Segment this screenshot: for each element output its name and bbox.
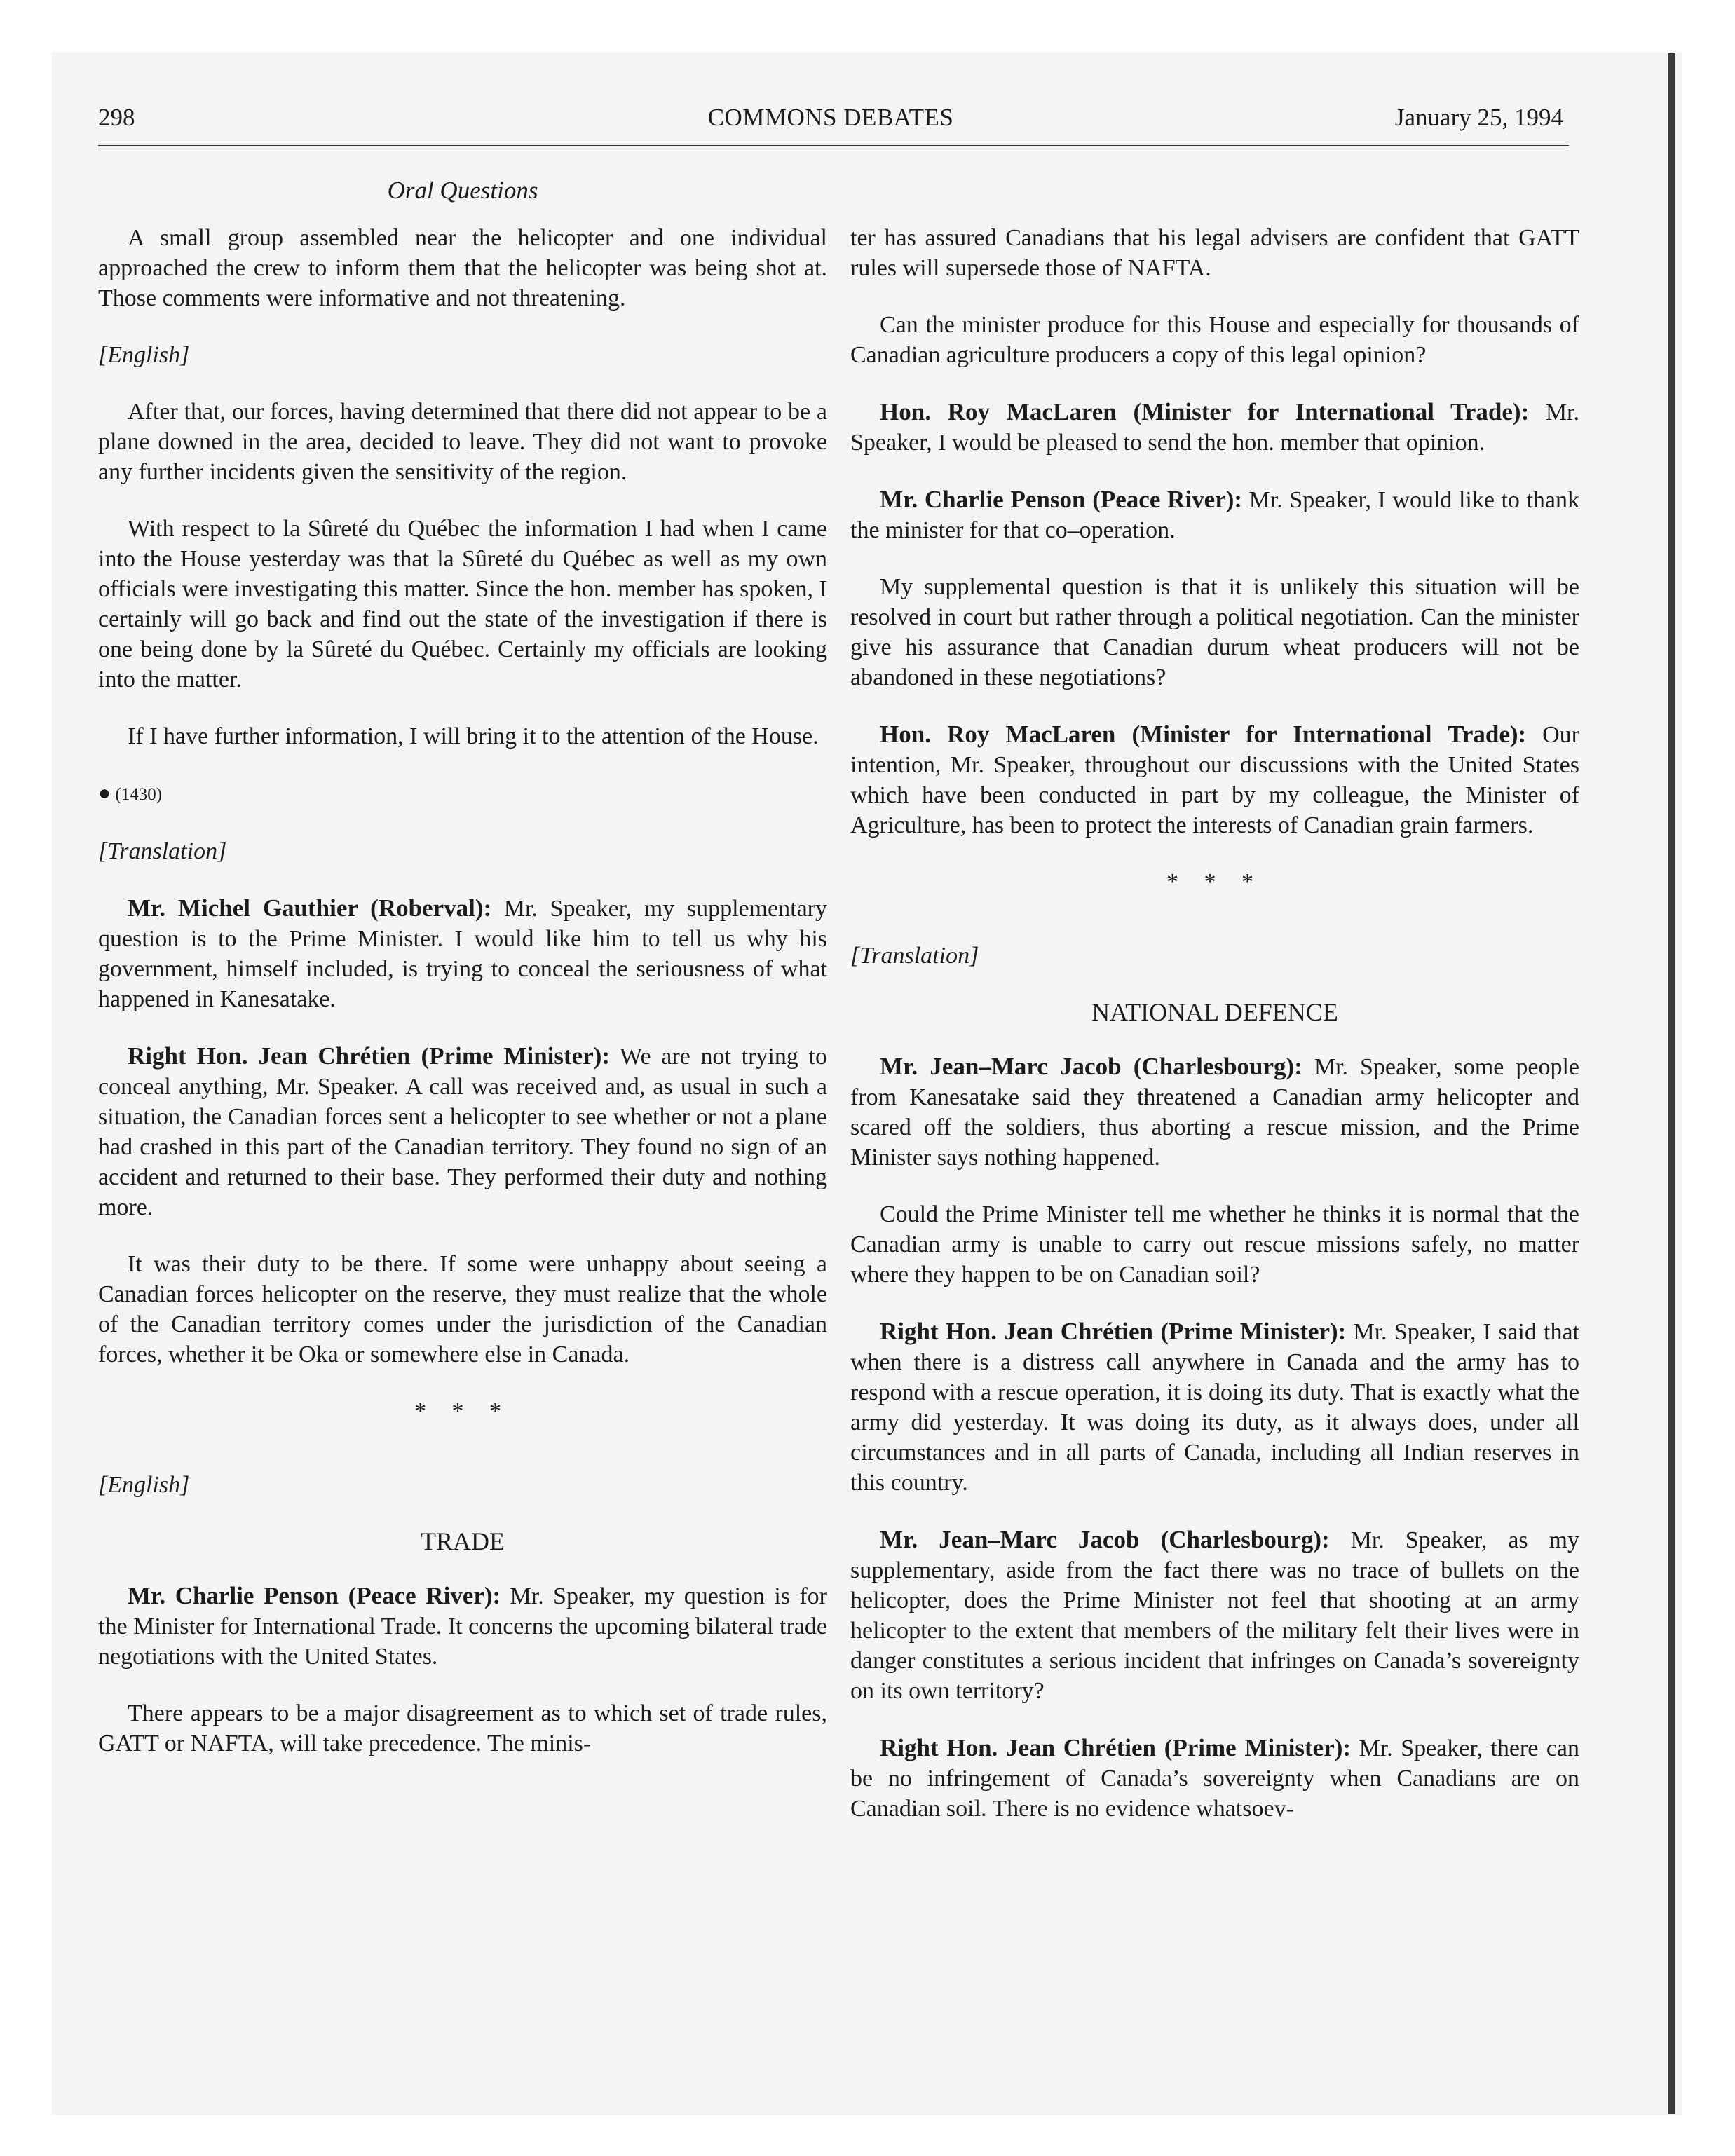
paragraph: With respect to la Sûreté du Québec the information I had when I came into the House yesterday was that la Sûreté du Québec as well as my own officials were investigating this matter. Since the hon. member has spoken, I certainly will go back and find out the state of the investigation if there is one being done by la Sûreté du Québec. Certainly my officials are looking into the matter. [98, 516, 827, 692]
section-heading: NATIONAL DEFENCE [1091, 998, 1338, 1026]
section-separator: * * * [414, 1398, 511, 1424]
paragraph: After that, our forces, having determined that there did not appear to be a plane downed in the area, decided to leave. They did not want to provoke any further incidents given the sensitivity of the region. [98, 399, 827, 485]
paragraph: My supplemental question is that it is unlikely this situation will be resolved in court but rather through a political negotiation. Can the minister give his assurance that Canadian durum wheat producers will not be abandoned in these negotiations? [850, 574, 1579, 690]
speech [850, 484, 1579, 545]
time-marker-text: (1430) [115, 785, 163, 804]
language-tag: [English] [98, 342, 190, 368]
section-separator: * * * [1166, 869, 1263, 895]
speech [850, 1051, 1579, 1173]
paragraph: It was their duty to be there. If some were unhappy about seeing a Canadian forces helicopter on the reserve, they must realize that the whole of the Canadian territory comes under the jurisdiction of the Canadian forces, whether it be Oka or somewhere else in Canada. [98, 1251, 827, 1367]
speaker-name: Hon. Roy MacLaren (Minister for International Trade): [880, 721, 1527, 748]
speaker-name: Right Hon. Jean Chrétien (Prime Minister): [880, 1734, 1352, 1761]
speech [98, 1581, 827, 1672]
journal-title: COMMONS DEBATES [707, 104, 954, 131]
language-tag: [Translation] [850, 943, 979, 969]
section-heading: TRADE [421, 1527, 505, 1555]
header-rule [98, 145, 1569, 146]
speaker-name: Mr. Charlie Penson (Peace River): [880, 486, 1243, 513]
bullet-icon: ● [98, 782, 111, 805]
time-marker [98, 778, 827, 810]
speaker-name: Mr. Jean–Marc Jacob (Charlesbourg): [880, 1526, 1330, 1553]
page-header [98, 104, 1563, 146]
paragraph: ter has assured Canadians that his legal advisers are confident that GATT rules will supersede those of NAFTA. [850, 225, 1579, 281]
page-number: 298 [98, 104, 135, 131]
speech-text: Mr. Speaker, my question is for the Minister for International Trade. It concerns the upcoming bilateral trade negotiations with the United States. [98, 1583, 827, 1670]
speech [98, 1041, 827, 1222]
speech [850, 719, 1579, 840]
speech-text: Mr. Speaker, there can be no infringement of Canada’s sovereignty when Canadians are on Canadian soil. There is no evidence whatsoev- [850, 1735, 1579, 1822]
section-title: Oral Questions [387, 177, 538, 204]
scan-edge-bar [1668, 53, 1675, 2114]
language-tag: [Translation] [98, 838, 227, 864]
speech [850, 1316, 1579, 1498]
issue-date: January 25, 1994 [1394, 104, 1563, 131]
right-column [850, 223, 1579, 1850]
speech [850, 1733, 1579, 1824]
speaker-name: Mr. Michel Gauthier (Roberval): [128, 894, 492, 922]
speech-text: Mr. Speaker, I would be pleased to send the hon. member that opinion. [850, 400, 1580, 456]
paragraph: A small group assembled near the helicopter and one individual approached the crew to inform them that the helicopter was being shot at. Those comments were informative and not threatening. [98, 225, 827, 311]
speech [850, 1524, 1579, 1706]
speaker-name: Right Hon. Jean Chrétien (Prime Minister): [880, 1318, 1347, 1345]
speech-text: Mr. Speaker, my supplementary question is to the Prime Minister. I would like him to tell us why his government, himself included, is trying to conceal the seriousness of what happened in Kanesatake. [98, 896, 827, 1012]
speech [850, 397, 1579, 458]
speech-text: Mr. Speaker, some people from Kanesatake said they threatened a Canadian army helicopter and scared off the soldiers, thus aborting a rescue mission, and the Prime Minister says nothing happened. [850, 1054, 1580, 1171]
speech [98, 893, 827, 1014]
speaker-name: Mr. Jean–Marc Jacob (Charlesbourg): [880, 1053, 1302, 1080]
paragraph: There appears to be a major disagreement as to which set of trade rules, GATT or NAFTA, will take precedence. The minis- [98, 1700, 827, 1756]
speaker-name: Right Hon. Jean Chrétien (Prime Minister): [128, 1042, 611, 1070]
speech-text: We are not trying to conceal anything, Mr. Speaker. A call was received and, as usual in such a situation, the Canadian forces sent a helicopter to see whether or not a plane had crashed in this part of the Canadian territory. They found no sign of an accident and returned to their base. They performed their duty and nothing more. [98, 1044, 828, 1220]
speaker-name: Hon. Roy MacLaren (Minister for International Trade): [880, 398, 1530, 425]
speech-text: Mr. Speaker, I would like to thank the minister for that co–operation. [850, 487, 1580, 543]
paragraph: Could the Prime Minister tell me whether he thinks it is normal that the Canadian army is unable to carry out rescue missions safely, no matter where they happen to be on Canadian soil? [850, 1201, 1579, 1288]
speech-text: Mr. Speaker, I said that when there is a distress call anywhere in Canada and the army has to respond with a rescue operation, it is doing its duty. That is exactly what the army did yesterday. It was doing its duty, as it always does, under all circumstances and in all parts of Canada, including all Indian reserves in this country. [850, 1319, 1579, 1496]
paragraph: If I have further information, I will bring it to the attention of the House. [128, 723, 819, 749]
speech-text: Mr. Speaker, as my supplementary, aside from the fact there was no trace of bullets on the helicopter, does the Prime Minister not feel that shooting at an army helicopter to the extent that members of the military felt their lives were in danger constitutes a serious incident that infringes on Canada’s sovereignty on its own territory? [850, 1527, 1580, 1704]
paragraph: Can the minister produce for this House and especially for thousands of Canadian agriculture producers a copy of this legal opinion? [850, 312, 1579, 368]
speaker-name: Mr. Charlie Penson (Peace River): [128, 1582, 501, 1609]
language-tag: [English] [98, 1472, 190, 1498]
left-column [98, 223, 827, 1785]
speech-text: Our intention, Mr. Speaker, throughout our discussions with the United States which have been conducted in part by my colleague, the Minister of Agriculture, has been to protect the interests of Canadian grain farmers. [850, 722, 1580, 838]
